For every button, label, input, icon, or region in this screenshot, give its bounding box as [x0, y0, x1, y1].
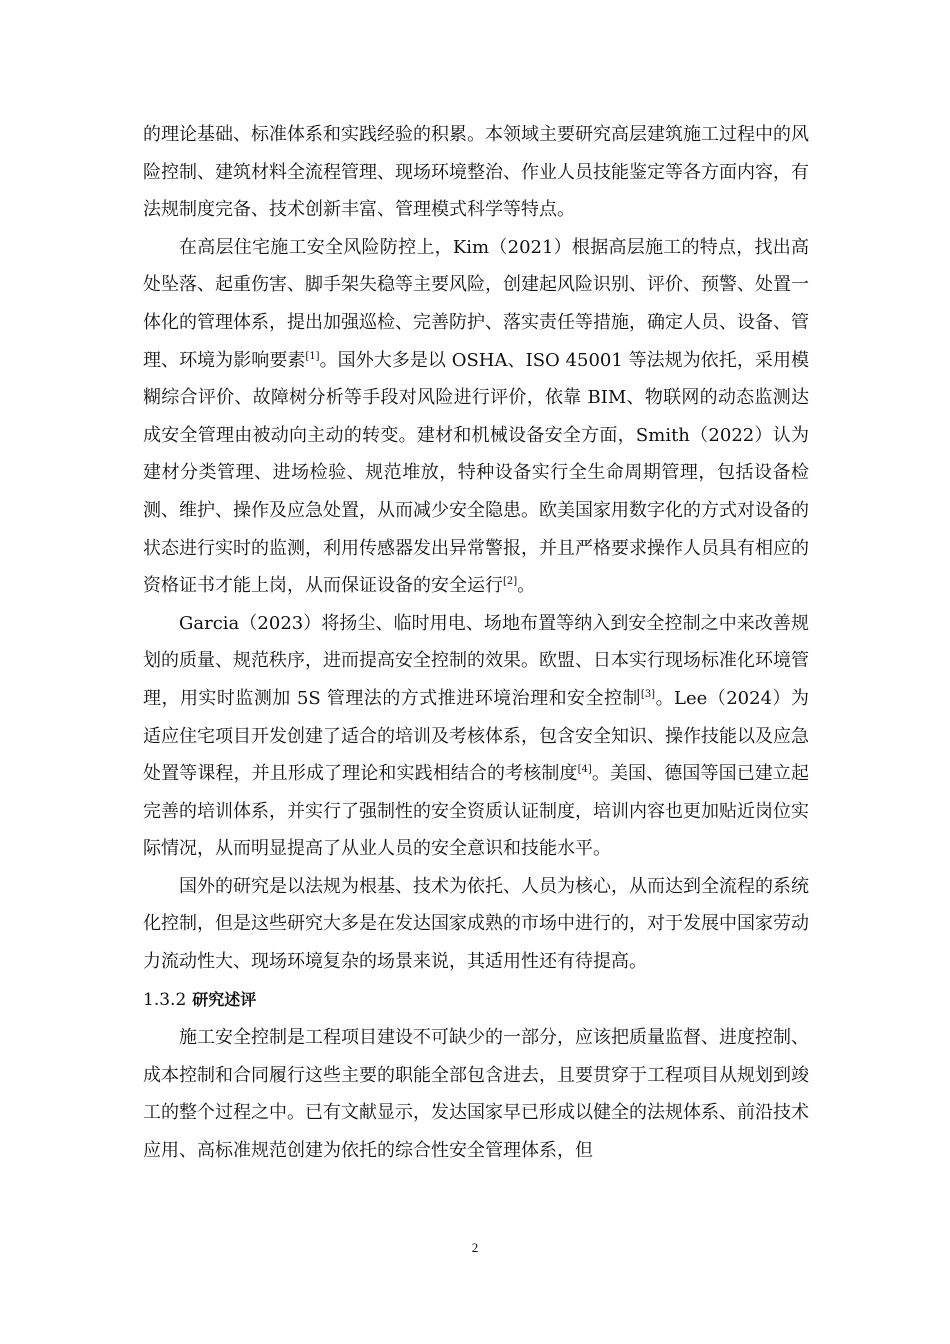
citation-ref-2: [2]: [503, 576, 518, 588]
paragraph-3-text-end: 。美国、德国等国已建立起完善的培训体系，并实行了强制性的安全资质认证制度，培训内容也更加贴近岗位实际情况，从而明显提高了从业人员的安全意识和技能水平。: [143, 763, 810, 860]
paragraph-1: 的理论基础、标准体系和实践经验的积累。本领域主要研究高层建筑施工过程中的风险控制、建筑材料全流程管理、现场环境整治、作业人员技能鉴定等各方面内容，有法规制度完备、技术创新丰富、管理模式科学等特点。: [143, 124, 809, 221]
citation-ref-4: [4]: [577, 764, 592, 776]
paragraph-5: 施工安全控制是工程项目建设不可缺少的一部分，应该把质量监督、进度控制、成本控制和合同履行这些主要的职能全部包含进去，且要贯穿于工程项目从规划到竣工的整个过程之中。已有文献显示，发达国家早已形成以健全的法规体系、前沿技术应用、高标准规范创建为依托的综合性安全管理体系，但: [143, 1027, 809, 1162]
paragraph-3-text-a: Garcia（2023）将扬尘、临时用电、场地布置等纳入到安全控制之中来改善规划的质量、规范秩序，进而提高安全控制的效果。欧盟、日本实行现场标准化环境管理，用实时监测加 5S 管理法的方式推进环境治理和安全控制: [143, 612, 809, 709]
paragraph-2-text-a: 在高层住宅施工安全风险防控上，Kim（2021）根据高层施工的特点，找出高处坠落、起重伤害、脚手架失稳等主要风险，创建起风险识别、评价、预警、处置一体化的管理体系，提出加强巡检、完善防护、落实责任等措施，确定人员、设备、管理、环境为影响要素: [143, 236, 809, 371]
paragraph-2: [143, 229, 809, 605]
paragraph-3-text-b: 。Lee（2024）为适应住宅项目开发创建了适合的培训及考核体系，包含安全知识、操作技能以及应急处置等课程，并且形成了理论和实践相结合的考核制度: [143, 687, 809, 785]
paragraph-2-text-end: 。: [517, 575, 536, 597]
page-number: 2: [471, 1240, 479, 1255]
body-text: [143, 116, 809, 1170]
section-heading: [143, 981, 809, 1020]
section-number: 1.3.2: [143, 989, 187, 1010]
paragraph-2-text-b: 。国外大多是以 OSHA、ISO 45001 等法规为依托，采用模糊综合评价、故障树分析等手段对风险进行评价，依靠 BIM、物联网的动态监测达成安全管理由被动向主动的转变。建材和机械设备安全方面，Smith（2022）认为建材分类管理、进场检验、规范堆放，特种设备实行全生命周期管理，包括设备检测、维护、操作及应急处置，从而减少安全隐患。欧美国家用数字化的方式对设备的状态进行实时的监测，利用传感器发出异常警报，并且严格要求操作人员具有相应的资格证书才能上岗，从而保证设备的安全运行: [143, 349, 809, 597]
paragraph-3: [143, 605, 809, 868]
citation-ref-3: [3]: [640, 688, 656, 700]
section-title: 研究述评: [192, 989, 257, 1009]
paragraph-4: 国外的研究是以法规为根基、技术为依托、人员为核心，从而达到全流程的系统化控制，但是这些研究大多是在发达国家成熟的市场中进行的，对于发展中国家劳动力流动性大、现场环境复杂的场景来说，其适用性还有待提高。: [143, 875, 809, 973]
citation-ref-1: [1]: [305, 350, 320, 362]
